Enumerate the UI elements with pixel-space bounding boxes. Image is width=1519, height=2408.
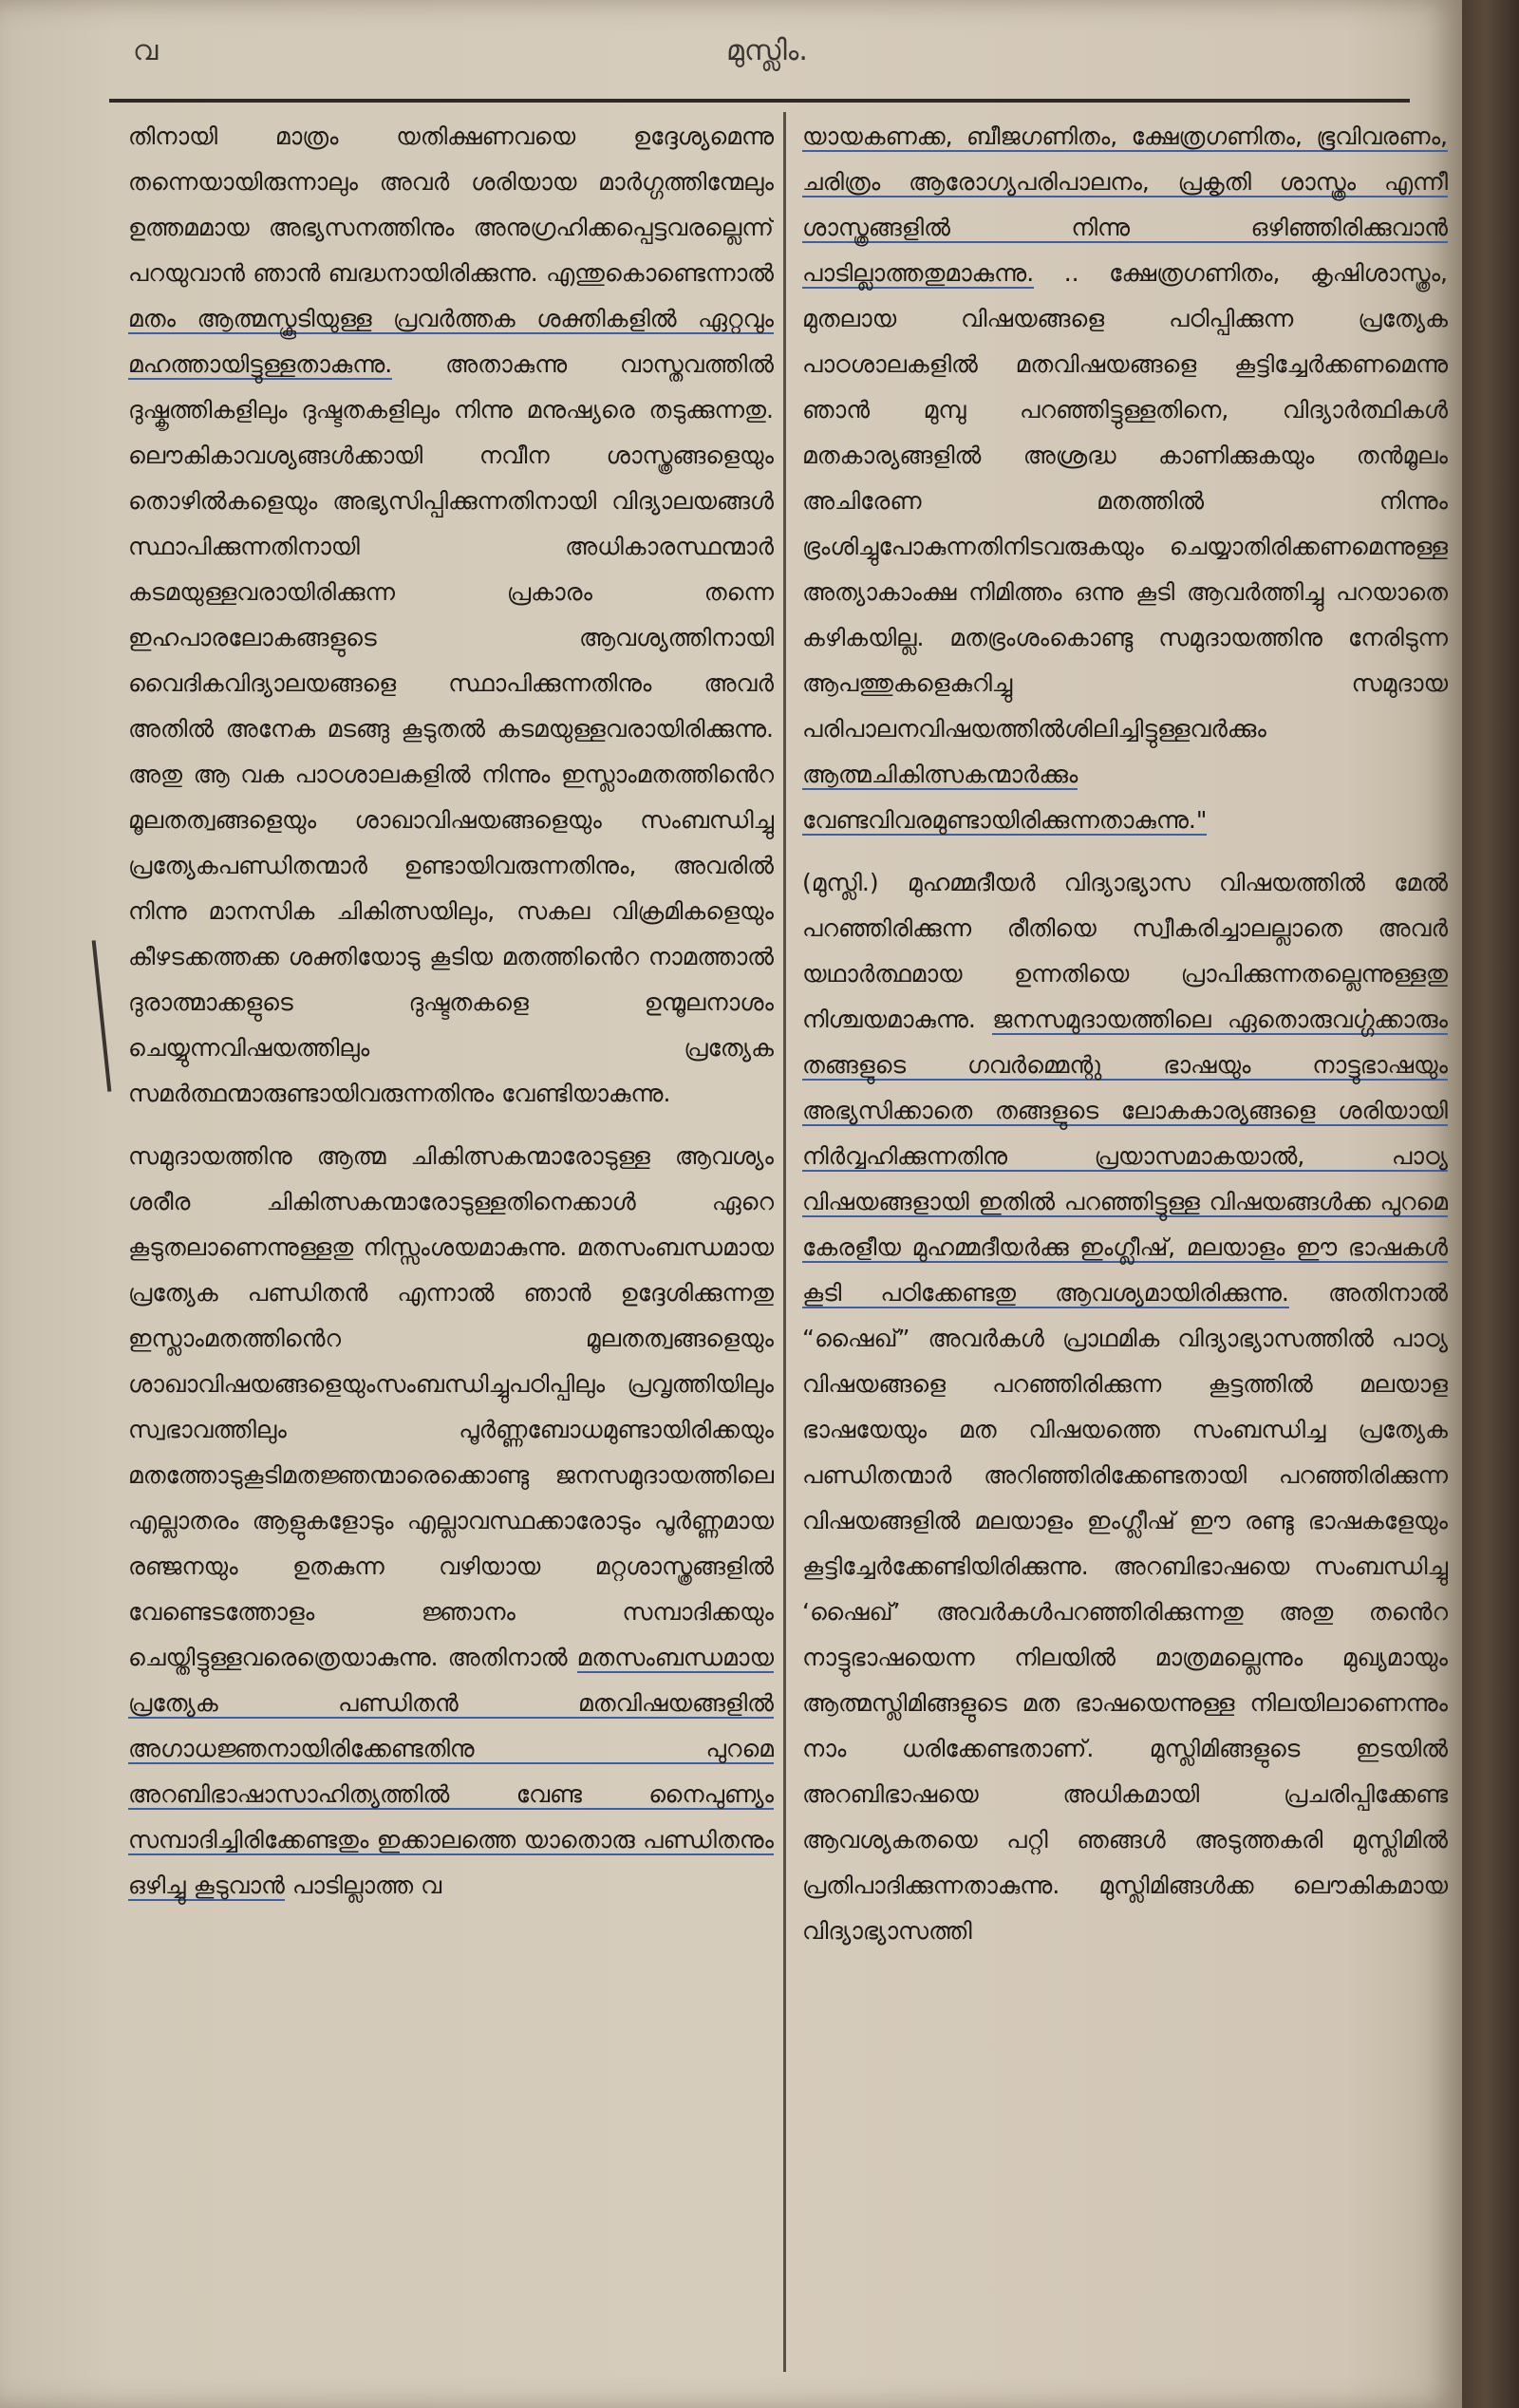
- right-column: [802, 114, 1448, 2374]
- paragraph: [128, 1134, 774, 1909]
- underlined-text: യായകണക്ക, ബീജഗണിതം, ക്ഷേത്രഗണിതം, ഭൂവിവരണം, ചരിത്രം ആരോഗ്യപരിപാലനം, പ്രകൃതി ശാസ്ത്രം എന്നീ ശാസ്ത്രങ്ങളിൽ നിന്നു ഒഴിഞ്ഞിരിക്കുവാൻ പാടില്ലാത്തതുമാകുന്നു.: [802, 122, 1448, 287]
- paragraph: [802, 114, 1448, 843]
- underlined-text: ആത്മചികിത്സകന്മാർക്കും വേണ്ടവിവരമുണ്ടായിരിക്കുന്നതാകുന്നു.": [802, 761, 1208, 834]
- paragraph-text: .. ക്ഷേത്രഗണിതം, കൃഷിശാസ്ത്രം, മുതലായ വിഷയങ്ങളെ പഠിപ്പിക്കുന്ന പ്രത്യേക പാഠശാലകളിൽ മതവിഷയങ്ങളെ കൂട്ടിച്ചേർക്കണമെന്നു ഞാൻ മുമ്പു പറഞ്ഞിട്ടുള്ളതിനെ, വിദ്യാർത്ഥികൾ മതകാര്യങ്ങളിൽ അശ്രദ്ധ കാണിക്കുകയും തൻമൂലം അചിരേണ മതത്തിൽ നിന്നും ഭ്രംശിച്ചുപോകുന്നതിനിടവരുകയും ചെയ്യാതിരിക്കണമെന്നുള്ള അത്യാകാംക്ഷ നിമിത്തം ഒന്നു കൂടി ആവർത്തിച്ചു പറയാതെ കഴികയില്ല. മതഭ്രംശംകൊണ്ടു സമുദായത്തിനു നേരിടുന്ന ആപത്തുകളെകുറിച്ചു സമുദായ പരിപാലനവിഷയത്തിൽശിലിച്ചിട്ടുള്ളവർക്കും: [802, 259, 1448, 743]
- paragraph: [128, 114, 774, 1117]
- margin-mark: [92, 940, 112, 1092]
- binding-edge: [1462, 0, 1519, 2408]
- paragraph-text: അതാകുന്നു വാസ്തവത്തിൽ ദുഷ്കൃത്തികളിലും ദുഷ്ടതകളിലും നിന്നു മനുഷ്യരെ തടുക്കുന്നതു. ലൌകികാവശ്യങ്ങൾക്കായി നവീന ശാസ്ത്രങ്ങളെയും തൊഴിൽകളെയും അഭ്യസിപ്പിക്കുന്നതിനായി വിദ്യാലയങ്ങൾ സ്ഥാപിക്കുന്നതിനായി അധികാരസ്ഥന്മാർ കടമയുള്ളവരായിരിക്കുന്ന പ്രകാരം തന്നെ ഇഹപാരലോകങ്ങളുടെ ആവശ്യത്തിനായി വൈദികവിദ്യാലയങ്ങളെ സ്ഥാപിക്കുന്നതിനും അവർ അതിൽ അനേക മടങ്ങു കൂടുതൽ കടമയുള്ളവരായിരിക്കുന്നു. അതു ആ വക പാഠശാലകളിൽ നിന്നും ഇസ്ലാംമതത്തിൻെറ മൂലതത്വങ്ങളെയും ശാഖാവിഷയങ്ങളെയും സംബന്ധിച്ചു പ്രത്യേകപണ്ഡിതന്മാർ ഉണ്ടായിവരുന്നതിനും, അവരിൽ നിന്നു മാനസിക ചികിത്സയിലും, സകല വിക്രമികളെയും കീഴടക്കത്തക്ക ശക്തിയോടു കൂടിയ മതത്തിൻെറ നാമത്താൽ ദുരാത്മാക്കളുടെ ദുഷ്ടതകളെ ഉന്മൂലനാശം ചെയ്യുന്നവിഷയത്തിലും പ്രത്യേക സമർത്ഥന്മാരുണ്ടായിവരുന്നതിനും വേണ്ടിയാകുന്നു.: [128, 350, 774, 1107]
- page-number: വ: [133, 34, 159, 67]
- header-rule: [109, 99, 1410, 103]
- paragraph: [802, 860, 1448, 1954]
- paragraph-text: തിനായി മാത്രം യതിക്ഷണവയെ ഉദ്ദേശ്യമെന്നു തന്നെയായിരുന്നാലും അവർ ശരിയായ മാർഗ്ഗത്തിന്മേലും ഉത്തമമായ അഭ്യസനത്തിനും അനുഗ്രഹിക്കപ്പെട്ടവരല്ലെന്ന് പറയുവാൻ ഞാൻ ബദ്ധനായിരിക്കുന്നു. എന്തുകൊണ്ടെന്നാൽ: [128, 122, 774, 287]
- paragraph-text: പാടില്ലാത്ത വ: [291, 1872, 442, 1899]
- underlined-text: മതസംബന്ധമായ പ്രത്യേക പണ്ഡിതൻ മതവിഷയങ്ങളിൽ അഗാധജ്ഞനായിരിക്കേണ്ടതിനു പുറമെ അറബിഭാഷാസാഹിത്യത്തിൽ വേണ്ട നൈപുണ്യം സമ്പാദിച്ചിരിക്കേണ്ടതും ഇക്കാലത്തെ യാതൊരു പണ്ഡിതനും ഒഴിച്ചു കൂടുവാൻ: [128, 1644, 774, 1899]
- page-header: [123, 28, 1405, 76]
- underlined-text: മതം ആത്മസ്കൂടിയുള്ള പ്രവർത്തക ശക്തികളിൽ ഏറ്റവും മഹത്തായിട്ടുള്ളതാകുന്നു.: [128, 305, 774, 378]
- left-column: [128, 114, 774, 2374]
- journal-title: മുസ്ലിം.: [726, 34, 808, 67]
- paragraph-text: (മുസ്ലി.) മുഹമ്മദീയർ വിദ്യാഭ്യാസ വിഷയത്തിൽ മേൽ പറഞ്ഞിരിക്കുന്ന രീതിയെ സ്വീകരിച്ചാലല്ലാതെ അവർ യഥാർത്ഥമായ ഉന്നതിയെ പ്രാപിക്കുന്നതല്ലെന്നുള്ളതു നിശ്ചയമാകുന്നു.: [802, 869, 1448, 1033]
- column-divider: [783, 112, 786, 2372]
- paragraph-text: സമുദായത്തിനു ആത്മ ചികിത്സകന്മാരോടുള്ള ആവശ്യം ശരീര ചികിത്സകന്മാരോടുള്ളതിനെക്കാൾ ഏറെ കൂടുതലാണെന്നുള്ളതു നിസ്സംശയമാകുന്നു. മതസംബന്ധമായ പ്രത്യേക പണ്ഡിതൻ എന്നാൽ ഞാൻ ഉദ്ദേശിക്കുന്നതു ഇസ്ലാംമതത്തിൻെറ മൂലതത്വങ്ങളെയും ശാഖാവിഷയങ്ങളെയുംസംബന്ധിച്ചുപഠിപ്പിലും പ്രവൃത്തിയിലും സ്വഭാവത്തിലും പൂർണ്ണബോധമുണ്ടായിരിക്കയും മതത്തോടുകൂടിമതജ്ഞന്മാരെക്കൊണ്ടു ജനസമുദായത്തിലെ എല്ലാതരം ആളുകളോടും എല്ലാവസ്ഥക്കാരോടും പൂർണ്ണമായ രഞ്ജനയും ഉതകുന്ന വഴിയായ മറ്റശാസ്ത്രങ്ങളിൽ വേണ്ടെടത്തോളം ജ്ഞാനം സമ്പാദിക്കയും ചെയ്തിട്ടുള്ളവരെത്രെയാകുന്നു. അതിനാൽ: [128, 1142, 774, 1671]
- underlined-text: ജനസമുദായത്തിലെ ഏതൊരുവൎഗ്ഗക്കാരും തങ്ങളുടെ ഗവർമ്മെന്റു ഭാഷയും നാട്ടുഭാഷയും അഭ്യസിക്കാതെ തങ്ങളുടെ ലോകകാര്യങ്ങളെ ശരിയായി നിർവ്വഹിക്കുന്നതിനു പ്രയാസമാകയാൽ, പാഠ്യ വിഷയങ്ങളായി ഇതിൽ പറഞ്ഞിട്ടുള്ള വിഷയങ്ങൾക്ക പുറമെ കേരളീയ മുഹമ്മദീയർക്കു ഇംഗ്ലീഷ്, മലയാളം ഈ ഭാഷകൾ കൂടി പഠിക്കേണ്ടതു ആവശ്യമായിരിക്കുന്നു.: [802, 1006, 1448, 1307]
- paragraph-text: അതിനാൽ “ഷൈഖ്” അവർകൾ പ്രാഥമിക വിദ്യാഭ്യാസത്തിൽ പാഠ്യ വിഷയങ്ങളെ പറഞ്ഞിരിക്കുന്ന കൂട്ടത്തിൽ മലയാള ഭാഷയേയും മത വിഷയത്തെ സംബന്ധിച്ച പ്രത്യേക പണ്ഡിതന്മാർ അറിഞ്ഞിരിക്കേണ്ടതായി പറഞ്ഞിരിക്കുന്ന വിഷയങ്ങളിൽ മലയാളം ഇംഗ്ലീഷ് ഈ രണ്ടു ഭാഷകളേയും കൂട്ടിച്ചേർക്കേണ്ടിയിരിക്കുന്നു. അറബിഭാഷയെ സംബന്ധിച്ചു ‘ഷൈഖ്’ അവർകൾപറഞ്ഞിരിക്കുന്നതു അതു തൻെറ നാട്ടുഭാഷയെന്ന നിലയിൽ മാത്രമല്ലെന്നും മുഖ്യമായും ആത്മസ്ലിമിങ്ങളുടെ മത ഭാഷയെന്നുള്ള നിലയിലാണെന്നും നാം ധരിക്കേണ്ടതാണ്. മുസ്ലിമിങ്ങളുടെ ഇടയിൽ അറബിഭാഷയെ അധികമായി പ്രചരിപ്പിക്കേണ്ട ആവശ്യകതയെ പറ്റി ഞങ്ങൾ അടുത്തകരി മുസ്ലിമിൽ പ്രതിപാദിക്കുന്നതാകുന്നു. മുസ്ലിമിങ്ങൾക്ക ലൌകികമായ വിദ്യാഭ്യാസത്തി: [802, 1279, 1448, 1945]
